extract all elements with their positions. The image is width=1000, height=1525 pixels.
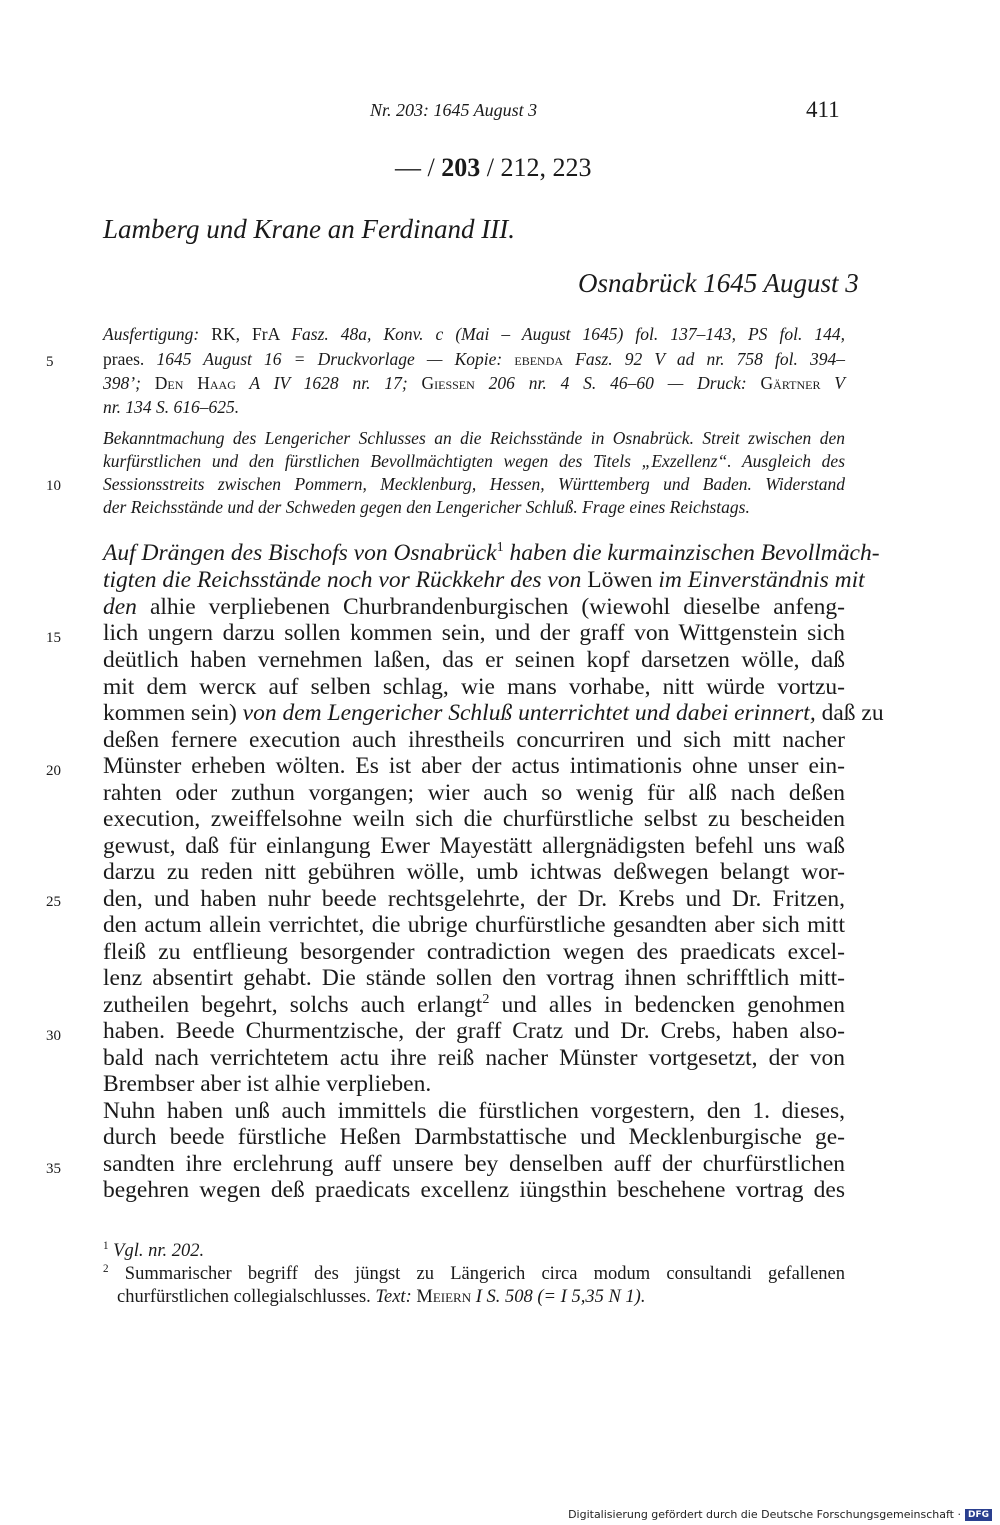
body-line: lenz absentirt gehabt. Die stände sollen den vortrag ihnen schrifftlich mitt- (103, 965, 845, 991)
body-line: tigten die Reichsstände noch vor Rückkehr des von Löwen im Einverständnis mit (103, 567, 865, 593)
summary-line: kurfürstlichen und den fürstlichen Bevollmächtigten wegen des Titels „Exzellenz“. Ausgleich des (103, 451, 845, 471)
document-number-line (395, 153, 591, 183)
body-line: den alhie verpliebenen Churbrandenburgischen (wiewohl dieselbe anfeng- (103, 594, 845, 620)
dfg-logo-icon: DFG (965, 1509, 992, 1521)
body-line: deütlich haben vernehmen laßen, das er seinen kopf darsetzen wölle, daß (103, 647, 845, 673)
line-number: 10 (46, 478, 61, 494)
footnote-ref-1: 1 (496, 539, 504, 556)
body-line: kommen sein) von dem Lengericher Schluß unterrichtet und dabei erinnert, daß zu (103, 700, 884, 726)
body-line: den, und haben nuhr beede rechtsgelehrte, der Dr. Krebs und Dr. Fritzen, (103, 886, 845, 912)
body-line: haben. Beede Churmentzische, der graff Cratz und Dr. Crebs, haben also- (103, 1018, 845, 1044)
funding-note: Digitalisierung gefördert durch die Deutsche Forschungsgemeinschaft · (568, 1508, 961, 1521)
footnote-2-continuation: churfürstlichen collegialschlusses. Text: Meiern I S. 508 (= I 5,35 N 1). (117, 1287, 646, 1307)
body-line: deßen fernere execution auch ihrestheils concurriren und sich mitt nacher (103, 727, 845, 753)
body-line: execution, zweiffelsohne weiln sich die churfürstliche selbst zu bescheiden (103, 806, 845, 832)
body-line: mit dem wercк auf selben schlag, wie mans vorhabe, nitt würde vortzu- (103, 674, 845, 700)
body-line: Brembser aber ist alhie verplieben. (103, 1071, 432, 1097)
summary-line: Sessionsstreits zwischen Pommern, Mecklenburg, Hessen, Württemberg und Baden. Widerstand (103, 474, 845, 494)
footnote-1: $^1$ Vgl. nr. 202. (103, 1239, 205, 1261)
line-number: 15 (46, 630, 61, 646)
line-number: 25 (46, 894, 61, 910)
body-line: sandten ihre erclehrung auff unsere bey denselben auff der churfürstlichen (103, 1151, 845, 1177)
line-number: 5 (46, 354, 54, 370)
body-line: begehren wegen deß praedicats excellenz iüngsthin beschehene vortrag des (103, 1177, 845, 1203)
source-line-1: Ausfertigung: RK, FrA Fasz. 48a, Konv. c (Mai – August 1645) fol. 137–143, PS fol. 144, (103, 324, 845, 344)
footnote-2: $^2$ Summarischer begriff des jüngst zu Längerich circa modum consultandi gefallenen (103, 1262, 845, 1284)
summary-line: der Reichsstände und der Schweden gegen den Lengericher Schluß. Frage eines Reichstags. (103, 497, 750, 517)
place-date: Osnabrück 1645 August 3 (578, 268, 859, 298)
document-number: 203 (441, 153, 481, 182)
body-line: zutheilen begehrt, solchs auch erlangt$^2$ und alles in bedencken genohmen (103, 991, 845, 1018)
source-line-2: praes. 1645 August 16 = Druckvorlage — Kopie: ebenda Fasz. 92 V ad nr. 758 fol. 394– (103, 349, 845, 369)
body-line: durch beede fürstliche Heßen Darmbstattische und Mecklenburgische ge- (103, 1124, 845, 1150)
document-title: Lamberg und Krane an Ferdinand III. (103, 214, 515, 244)
body-line: lich ungern darzu sollen kommen sein, und der graff von Wittgenstein sich (103, 620, 845, 646)
line-number: 30 (46, 1028, 61, 1044)
body-line: Münster erheben wölten. Es ist aber der actus intimationis ohne unser ein- (103, 753, 845, 779)
line-number: 35 (46, 1161, 61, 1177)
body-line: gewust, daß für einlangung Ewer Mayestätt allergnädigsten befehl uns waß (103, 833, 845, 859)
next-doc-refs: / 212, 223 (480, 153, 592, 182)
running-head: Nr. 203: 1645 August 3 (370, 100, 538, 120)
body-line: fleiß zu entflieung besorgender contradiction wegen des praedicats excel- (103, 939, 845, 965)
body-line: den actum allein verrichtet, die ubrige churfürstliche gesandten aber sich mitt (103, 912, 845, 938)
digitization-footer (568, 1508, 992, 1521)
line-number: 20 (46, 763, 61, 779)
source-line-4: nr. 134 S. 616–625. (103, 397, 240, 417)
body-line: Nuhn haben unß auch immittels die fürstlichen vorgestern, den 1. dieses, (103, 1098, 845, 1124)
source-line-3: 398’; Den Haag A IV 1628 nr. 17; Giessen 206 nr. 4 S. 46–60 — Druck: Gärtner V (103, 373, 845, 393)
body-line: rahten oder zuthun vorgangen; wier auch so wenig für alß nach deßen (103, 780, 845, 806)
page-number: 411 (806, 97, 840, 122)
summary-line: Bekanntmachung des Lengericher Schlusses an die Reichsstände in Osnabrück. Streit zwischen den (103, 428, 845, 448)
body-line: bald nach verrichtetem actu ihre reiß nacher Münster vortgesetzt, der von (103, 1045, 845, 1071)
prev-doc-ref: — / (395, 153, 442, 182)
body-line: darzu zu reden nitt gebühren wölle, umb ichtwas deßwegen belangt wor- (103, 859, 845, 885)
footnote-ref-2: 2 (482, 991, 490, 1008)
body-line: Auf Drängen des Bischofs von Osnabrück$^1$ haben die kurmainzischen Bevollmäch- (103, 539, 880, 566)
